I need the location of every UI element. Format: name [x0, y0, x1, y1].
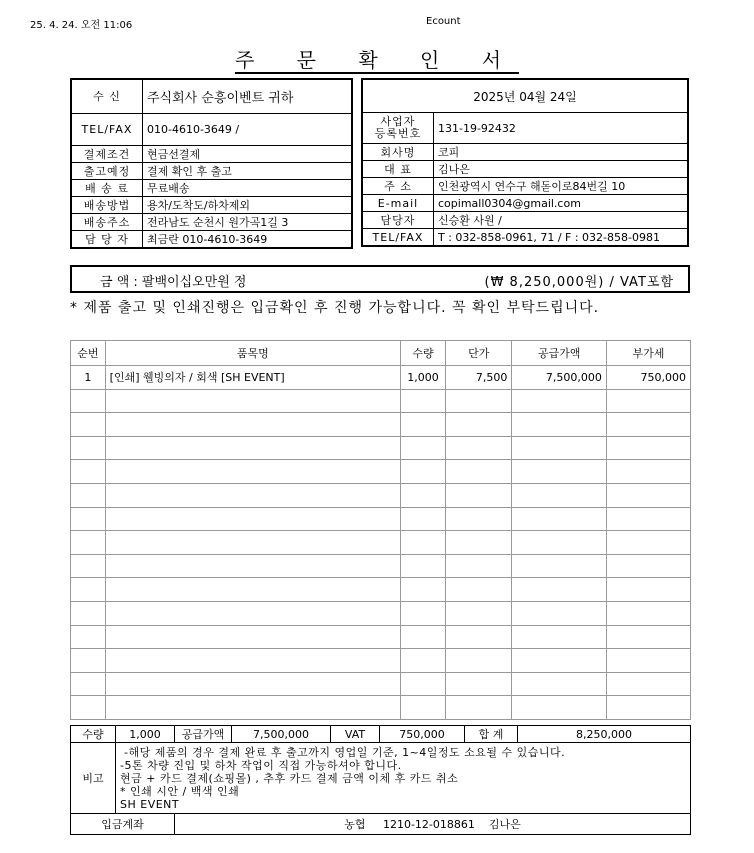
cell-price [446, 483, 512, 507]
account-holder: 김나은 [488, 818, 521, 831]
reg-label: 사업자 등록번호 [362, 113, 434, 144]
account-label: 입금계좌 [71, 814, 175, 835]
remark-line: * 인쇄 시안 / 백색 인쇄 [120, 784, 240, 798]
address-value: 전라남도 순천시 원가곡1길 3 [143, 213, 353, 230]
order-date: 2025년 04월 24일 [362, 79, 688, 113]
account-number: 1210-12-018861 [382, 818, 475, 831]
cell-name [105, 507, 400, 531]
cell-vat [606, 436, 690, 460]
ship-fee-value: 무료배송 [143, 179, 353, 196]
cell-qty [400, 460, 445, 484]
cell-no [71, 531, 106, 555]
company-value: 코피 [434, 144, 689, 161]
total-vat: 750,000 [380, 726, 465, 743]
cell-supply [512, 672, 607, 696]
table-row-empty [71, 554, 691, 578]
cell-price [446, 436, 512, 460]
items-table [70, 340, 691, 720]
table-row-empty [71, 507, 691, 531]
cell-qty [400, 483, 445, 507]
table-row-empty [71, 531, 691, 555]
cell-name [105, 389, 400, 413]
cell-vat [606, 625, 690, 649]
table-row-empty [71, 389, 691, 413]
cell-name [105, 578, 400, 602]
remarks-text [116, 743, 691, 814]
remarks-label: 비고 [71, 743, 116, 814]
cell-name [105, 531, 400, 555]
cell-name [105, 696, 400, 720]
cell-no [71, 696, 106, 720]
cell-qty [400, 507, 445, 531]
cell-vat [606, 389, 690, 413]
supplier-tel-value: T : 032-858-0961, 71 / F : 032-858-0981 [434, 229, 689, 247]
cell-name [105, 672, 400, 696]
cell-vat [606, 696, 690, 720]
table-row-empty [71, 483, 691, 507]
cell-no [71, 601, 106, 625]
cell-name [105, 649, 400, 673]
payment-value: 현금선결제 [143, 145, 353, 162]
cell-vat [606, 531, 690, 555]
company-label: 회사명 [362, 144, 434, 161]
ship-plan-value: 결제 확인 후 출고 [143, 162, 353, 179]
cell-no [71, 625, 106, 649]
total-vat-label: VAT [331, 726, 380, 743]
amount-value: (₩ 8,250,000원) / VAT포함 [484, 275, 674, 290]
cell-name [105, 413, 400, 437]
cell-no [71, 578, 106, 602]
manager-label: 담 당 자 [71, 230, 143, 248]
cell-name [105, 554, 400, 578]
supplier-manager-label: 담당자 [362, 212, 434, 229]
table-row-empty [71, 578, 691, 602]
cell-qty [400, 413, 445, 437]
cell-price [446, 601, 512, 625]
cell-supply [512, 436, 607, 460]
cell-name [105, 460, 400, 484]
cell-vat [606, 460, 690, 484]
cell-qty [400, 696, 445, 720]
ship-fee-label: 배 송 료 [71, 179, 143, 196]
cell-supply [512, 554, 607, 578]
cell-price [446, 531, 512, 555]
to-value: 주식회사 순흥이벤트 귀하 [143, 79, 353, 113]
cell-qty [400, 625, 445, 649]
cell-price [446, 413, 512, 437]
cell-no [71, 460, 106, 484]
cell-price [446, 578, 512, 602]
table-row-empty [71, 649, 691, 673]
to-label: 수 신 [71, 79, 143, 113]
col-vat: 부가세 [606, 341, 690, 366]
cell-supply [512, 389, 607, 413]
document-title: 주 문 확 인 서 [234, 48, 520, 72]
total-supply-label: 공급가액 [175, 726, 232, 743]
cell-vat [606, 413, 690, 437]
cell-vat [606, 554, 690, 578]
recipient-table [70, 78, 353, 249]
col-supply: 공급가액 [512, 341, 607, 366]
cell-price [446, 389, 512, 413]
cell-no [71, 483, 106, 507]
table-row-empty [71, 672, 691, 696]
tel-label: TEL/FAX [71, 113, 143, 145]
cell-supply [512, 601, 607, 625]
cell-no [71, 554, 106, 578]
cell-supply [512, 696, 607, 720]
address-label: 배송주소 [71, 213, 143, 230]
table-row [71, 366, 691, 390]
cell-name [105, 436, 400, 460]
cell-qty: 1,000 [400, 366, 445, 390]
cell-vat [606, 483, 690, 507]
ceo-value: 김나은 [434, 161, 689, 178]
cell-qty [400, 578, 445, 602]
cell-supply [512, 413, 607, 437]
remark-line: 현금 + 카드 결제(쇼핑몰) , 추후 카드 결제 금액 이체 후 카드 취소 [120, 771, 459, 785]
cell-price [446, 649, 512, 673]
cell-no [71, 672, 106, 696]
remark-line: SH EVENT [120, 797, 180, 811]
cell-name [105, 601, 400, 625]
col-price: 단가 [446, 341, 512, 366]
grand-total: 8,250,000 [518, 726, 691, 743]
cell-price [446, 672, 512, 696]
total-qty: 1,000 [116, 726, 175, 743]
cell-qty [400, 436, 445, 460]
print-datetime: 25. 4. 24. 오전 11:06 [30, 20, 133, 31]
cell-supply [512, 460, 607, 484]
ship-plan-label: 출고예정 [71, 162, 143, 179]
col-no: 순번 [71, 341, 106, 366]
cell-supply [512, 625, 607, 649]
table-row-empty [71, 601, 691, 625]
cell-vat [606, 601, 690, 625]
cell-no [71, 436, 106, 460]
account-bank: 농협 [344, 818, 366, 831]
cell-qty [400, 601, 445, 625]
items-header-row [71, 341, 691, 366]
total-qty-label: 수량 [71, 726, 116, 743]
ceo-label: 대 표 [362, 161, 434, 178]
cell-no [71, 389, 106, 413]
cell-supply [512, 649, 607, 673]
cell-vat [606, 649, 690, 673]
table-row-empty [71, 460, 691, 484]
cell-price [446, 554, 512, 578]
cell-vat [606, 507, 690, 531]
amount-box [70, 265, 690, 293]
manager-value: 최금란 010-4610-3649 [143, 230, 353, 248]
cell-vat [606, 672, 690, 696]
cell-supply [512, 578, 607, 602]
cell-price [446, 507, 512, 531]
cell-qty [400, 389, 445, 413]
cell-vat [606, 578, 690, 602]
cell-qty [400, 554, 445, 578]
supplier-table [361, 78, 689, 247]
cell-supply [512, 483, 607, 507]
grand-total-label: 합 계 [465, 726, 518, 743]
cell-price [446, 460, 512, 484]
cell-qty [400, 672, 445, 696]
total-supply: 7,500,000 [232, 726, 331, 743]
cell-name: [인쇄] 웰빙의자 / 회색 [SH EVENT] [105, 366, 400, 390]
account-info [175, 814, 691, 835]
cell-qty [400, 531, 445, 555]
notice-text: * 제품 출고 및 인쇄진행은 입금확인 후 진행 가능합니다. 꼭 확인 부탁드립니다. [70, 300, 600, 316]
cell-price [446, 696, 512, 720]
remark-line: -해당 제품의 경우 결제 완료 후 출고까지 영업일 기준, 1~4일정도 소요될 수 있습니다. [120, 745, 566, 759]
table-row-empty [71, 413, 691, 437]
cell-no [71, 649, 106, 673]
addr-label: 주 소 [362, 178, 434, 195]
table-row-empty [71, 625, 691, 649]
cell-no [71, 413, 106, 437]
col-name: 품목명 [105, 341, 400, 366]
supplier-tel-label: TEL/FAX [362, 229, 434, 247]
addr-value: 인천광역시 연수구 해돋이로84번길 10 [434, 178, 689, 195]
email-label: E-mail [362, 195, 434, 212]
table-row-empty [71, 436, 691, 460]
table-row-empty [71, 696, 691, 720]
cell-qty [400, 649, 445, 673]
app-name: Ecount [426, 16, 461, 27]
cell-price [446, 625, 512, 649]
supplier-manager-value: 신승환 사원 / [434, 212, 689, 229]
tel-value: 010-4610-3649 / [143, 113, 353, 145]
amount-label: 금 액 : 팔백이십오만원 정 [100, 275, 247, 290]
cell-name [105, 625, 400, 649]
cell-price: 7,500 [446, 366, 512, 390]
payment-label: 결제조건 [71, 145, 143, 162]
cell-supply [512, 531, 607, 555]
cell-name [105, 483, 400, 507]
ship-method-value: 용차/도착도/하차제외 [143, 196, 353, 213]
cell-no: 1 [71, 366, 106, 390]
cell-supply [512, 507, 607, 531]
email-value: copimall0304@gmail.com [434, 195, 689, 212]
remark-line: -5톤 차량 진입 및 하차 작업이 직접 가능하셔야 합니다. [120, 758, 402, 772]
cell-no [71, 507, 106, 531]
cell-supply: 7,500,000 [512, 366, 607, 390]
col-qty: 수량 [400, 341, 445, 366]
cell-vat: 750,000 [606, 366, 690, 390]
footer-table [70, 725, 691, 835]
ship-method-label: 배송방법 [71, 196, 143, 213]
reg-value: 131-19-92432 [434, 113, 689, 144]
